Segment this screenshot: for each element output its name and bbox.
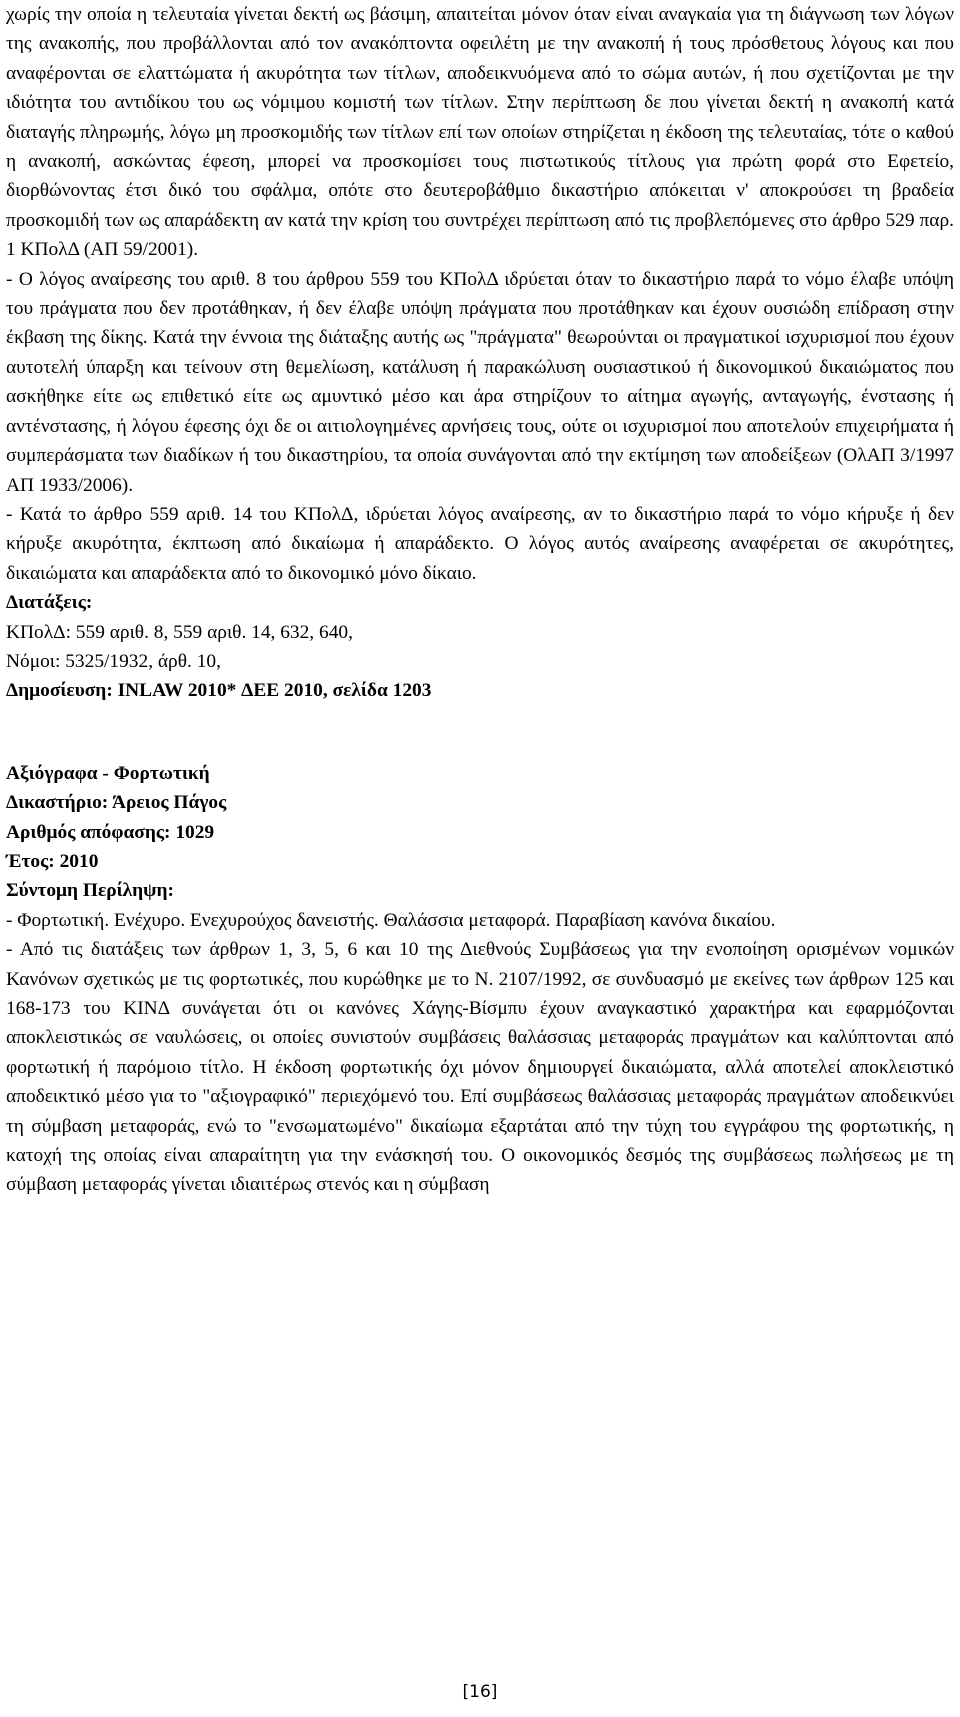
case-decision-number: Αριθμός απόφασης: 1029 [6,821,215,843]
case-court: Δικαστήριο: Άρειος Πάγος [6,792,227,814]
provisions-line-laws: Νόμοι: 5325/1932, άρθ. 10, [6,650,221,672]
summary-heading: Σύντομη Περίληψη: [6,880,174,902]
document-page [6,0,954,1200]
publication-line: Δημοσίευση: INLAW 2010* ΔΕΕ 2010, σελίδα 1203 [6,680,432,702]
provisions-line-kpold: ΚΠολΔ: 559 αριθ. 8, 559 αριθ. 14, 632, 640, [6,621,353,643]
section-spacer [6,706,954,759]
document-body [6,0,954,1200]
case-category: Αξιόγραφα - Φορτωτική [6,762,210,784]
provisions-heading: Διατάξεις: [6,592,93,614]
paragraph-continuation: χωρίς την οποία η τελευταία γίνεται δεκτή ως βάσιμη, απαιτείται μόνον όταν είναι αναγκαία για τη διάγνωση των λόγων της ανακοπής, που προβάλλονται από τον ανακόπτοντα οφειλέτη με την ανακοπή ή τους πρόσθετους λόγους και που αναφέρονται σε ελαττώματα ή ακυρότητα των τίτλων, αποδεικνυόμενα από το σώμα αυτών, ή που σχετίζονται με την ιδιότητα του αντιδίκου του ως νόμιμου κομιστή των τίτλων. Στην περίπτωση δε που γίνεται δεκτή η ανακοπή κατά διαταγής πληρωμής, λόγω μη προσκομιδής των τίτλων επί των οποίων στηρίζεται η έκδοση της τελευταίας, τότε ο καθού η ανακοπή, ασκώντας έφεση, μπορεί να προσκομίσει τους πιστωτικούς τίτλους για πρώτη φορά στο Εφετείο, διορθώνοντας έτσι δικό του σφάλμα, οπότε στο δευτεροβάθμιο δικαστήριο απόκειται ν' αποκρούσει τη βραδεία προσκομιδή των ως απαράδεκτη αν κατά την κρίση του συντρέχει περίπτωση από τις προβλεπόμενες στο άρθρο 529 παρ. 1 ΚΠολΔ (ΑΠ 59/2001). [6,4,954,261]
page-number: [16] [462,1682,498,1702]
summary-paragraph: - Από τις διατάξεις των άρθρων 1, 3, 5, 6 και 10 της Διεθνούς Συμβάσεως για την ενοποίηση ορισμένων νομικών Κανόνων σχετικώς με τις φορτωτικές, που κυρώθηκε με το Ν. 2107/1992, σε συνδυασμό με εκείνες των άρθρων 125 και 168-173 του ΚΙΝΔ συνάγεται ότι οι κανόνες Χάγης-Βίσμπυ έχουν αναγκαστικό χαρακτήρα και εφαρμόζονται αποκλειστικώς σε ναυλώσεις, οι οποίες συνιστούν συμβάσεις θαλάσσιας μεταφοράς πραγμάτων και καλύπτονται από φορτωτική ή παρόμοιο τίτλο. Η έκδοση φορτωτικής όχι μόνον δημιουργεί δικαιώματα, αλλά αποτελεί αποκλειστικό αποδεικτικό μέσο για το "αξιογραφικό" περιεχόμενό του. Επί συμβάσεως θαλάσσιας μεταφοράς πραγμάτων αποδεικνύει τη σύμβαση μεταφοράς, ενώ το "ενσωματωμένο" δικαίωμα εξαρτάται από την τύχη του εγγράφου της φορτωτικής, η κατοχή της οποίας είναι απαραίτητη για την ενάσκησή του. Ο οικονομικός δεσμός της συμβάσεως πωλήσεως με τη σύμβαση μεταφοράς γίνεται ιδιαιτέρως στενός και η σύμβαση [6,939,954,1196]
paragraph-ground-8: - Ο λόγος αναίρεσης του αριθ. 8 του άρθρου 559 του ΚΠολΔ ιδρύεται όταν το δικαστήριο παρά το νόμο έλαβε υπόψη του πράγματα που δεν προτάθηκαν, ή δεν έλαβε υπόψη πράγματα που προτάθηκαν και έχουν ουσιώδη επίδραση στην έκβαση της δίκης. Κατά την έννοια της διάταξης αυτής ως "πράγματα" θεωρούνται οι πραγματικοί ισχυρισμοί που έχουν αυτοτελή ύπαρξη και τείνουν στη θεμελίωση, κατάλυση ή παρακώλυση ουσιαστικού ή δικονομικού δικαιώματος που ασκήθηκε είτε ως επιθετικό είτε ως αμυντικό μέσο και άρα στηρίζουν το αίτημα αγωγής, ανταγωγής, ένστασης ή αντένστασης, ή λόγου έφεσης όχι δε οι αιτιολογημένες αρνήσεις τους, ούτε οι ισχυρισμοί που αποτελούν επιχειρήματα ή συμπεράσματα των διαδίκων ή του δικαστηρίου, τα οποία συνάγονται από την εκτίμηση των αποδείξεων (ΟλΑΠ 3/1997 ΑΠ 1933/2006). [6,268,954,496]
case-year: Έτος: 2010 [6,850,99,872]
paragraph-ground-14: - Κατά το άρθρο 559 αριθ. 14 του ΚΠολΔ, ιδρύεται λόγος αναίρεσης, αν το δικαστήριο παρά το νόμο κήρυξε ή δεν κήρυξε ακυρότητα, έκπτωση από δικαίωμα ή απαράδεκτο. Ο λόγος αυτός αναίρεσης αναφέρεται σε ακυρότητες, δικαιώματα και απαράδεκτα από το δικονομικό μόνο δίκαιο. [6,503,954,584]
summary-keywords: - Φορτωτική. Ενέχυρο. Ενεχυρούχος δανειστής. Θαλάσσια μεταφορά. Παραβίαση κανόνα δικαίου. [6,909,776,931]
